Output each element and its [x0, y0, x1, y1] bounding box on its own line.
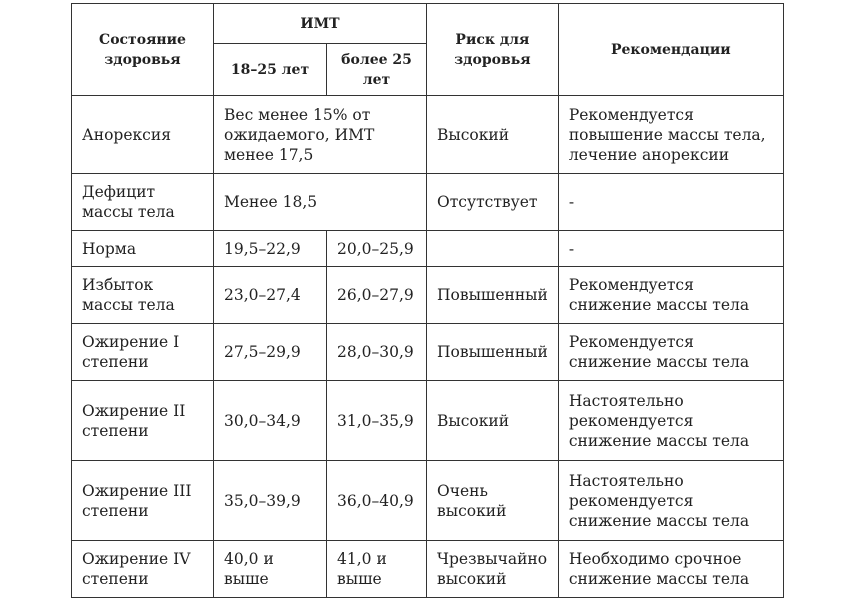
- cell-recommendation: Настоятельно рекомендуется снижение массы тела: [558, 381, 783, 461]
- cell-bmi-over-25: 20,0–25,9: [327, 231, 427, 267]
- cell-bmi-18-25: 30,0–34,9: [214, 381, 327, 461]
- cell-bmi-over-25: 28,0–30,9: [327, 324, 427, 381]
- header-recommendations: Рекомендации: [558, 4, 783, 96]
- cell-bmi-over-25: 31,0–35,9: [327, 381, 427, 461]
- table-row: [72, 324, 784, 381]
- cell-risk: Повышенный: [427, 324, 559, 381]
- table-row: [72, 267, 784, 324]
- cell-state: Дефицит массы тела: [72, 174, 214, 231]
- cell-risk: Отсутствует: [427, 174, 559, 231]
- table-row: [72, 96, 784, 174]
- table-row: [72, 541, 784, 598]
- cell-state: Избыток массы тела: [72, 267, 214, 324]
- cell-bmi-18-25: 27,5–29,9: [214, 324, 327, 381]
- cell-risk: Очень высокий: [427, 461, 559, 541]
- cell-recommendation: -: [558, 231, 783, 267]
- cell-recommendation: -: [558, 174, 783, 231]
- cell-risk: [427, 231, 559, 267]
- header-age-over-25: более 25 лет: [327, 44, 427, 96]
- bmi-table: [71, 3, 784, 598]
- cell-risk: Высокий: [427, 96, 559, 174]
- table-row: [72, 461, 784, 541]
- header-age-18-25: 18–25 лет: [214, 44, 327, 96]
- cell-recommendation: Необходимо срочное снижение массы тела: [558, 541, 783, 598]
- header-bmi: ИМТ: [214, 4, 427, 44]
- table-row: [72, 231, 784, 267]
- cell-recommendation: Рекомендуется снижение массы тела: [558, 267, 783, 324]
- table-row: [72, 381, 784, 461]
- cell-risk: Повышенный: [427, 267, 559, 324]
- cell-state: Ожирение IV степени: [72, 541, 214, 598]
- cell-bmi-18-25: 23,0–27,4: [214, 267, 327, 324]
- cell-bmi-merged: Менее 18,5: [214, 174, 427, 231]
- cell-recommendation: Настоятельно рекомендуется снижение массы тела: [558, 461, 783, 541]
- cell-bmi-18-25: 35,0–39,9: [214, 461, 327, 541]
- header-row: [72, 4, 784, 44]
- cell-bmi-over-25: 36,0–40,9: [327, 461, 427, 541]
- table-row: [72, 174, 784, 231]
- cell-state: Анорексия: [72, 96, 214, 174]
- header-risk: Риск для здоровья: [427, 4, 559, 96]
- cell-bmi-over-25: 41,0 и выше: [327, 541, 427, 598]
- header-state: Состояние здоровья: [72, 4, 214, 96]
- cell-risk: Высокий: [427, 381, 559, 461]
- cell-state: Ожирение I степени: [72, 324, 214, 381]
- cell-recommendation: Рекомендуется повышение массы тела, лечение анорексии: [558, 96, 783, 174]
- cell-bmi-18-25: 40,0 и выше: [214, 541, 327, 598]
- cell-bmi-over-25: 26,0–27,9: [327, 267, 427, 324]
- cell-state: Ожирение II степени: [72, 381, 214, 461]
- cell-bmi-merged: Вес менее 15% от ожидаемого, ИМТ менее 17,5: [214, 96, 427, 174]
- cell-bmi-18-25: 19,5–22,9: [214, 231, 327, 267]
- cell-recommendation: Рекомендуется снижение массы тела: [558, 324, 783, 381]
- cell-risk: Чрезвычайно высокий: [427, 541, 559, 598]
- cell-state: Ожирение III степени: [72, 461, 214, 541]
- cell-state: Норма: [72, 231, 214, 267]
